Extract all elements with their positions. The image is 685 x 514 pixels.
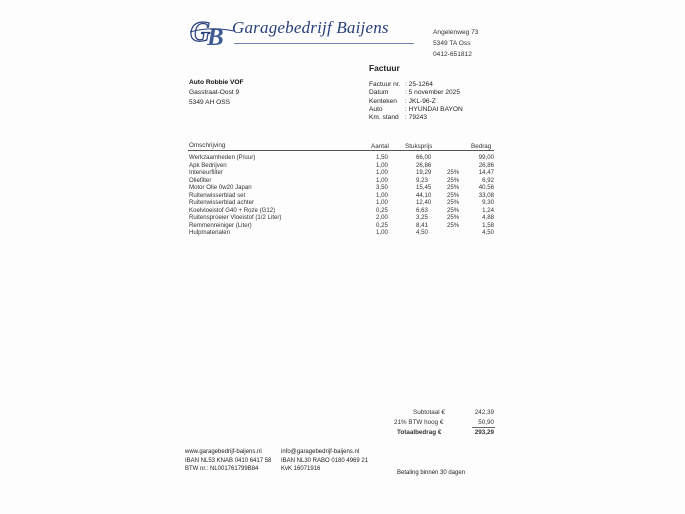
item-price: 19,29 [416, 169, 432, 176]
col-header-amount: Bedrag [471, 143, 492, 150]
invoice-date: : 5 november 2025 [405, 89, 460, 97]
item-amount: 40,56 [478, 184, 494, 191]
item-price: 3,25 [416, 214, 428, 221]
item-qty: 3,50 [376, 184, 388, 191]
item-vat: 25% [447, 221, 460, 229]
invoice-number: : 25-1264 [405, 81, 433, 88]
item-vat: 25% [447, 206, 460, 214]
item-amount: 33,08 [478, 191, 494, 199]
item-description: Remmenreiniger (Liter) [189, 221, 252, 229]
item-vat: 25% [447, 191, 460, 199]
item-qty: 1,00 [376, 229, 388, 236]
item-price: 6,63 [416, 206, 428, 214]
item-price: 8,41 [416, 221, 428, 229]
table-row [0, 184, 685, 192]
item-vat: 25% [447, 184, 460, 191]
item-vat: 25% [447, 214, 460, 221]
iban-knab: IBAN NL53 KNAB 0410 6417 58 [185, 458, 272, 464]
subtotal-label: Subtotaal € [413, 409, 445, 416]
vat-value: 50,90 [478, 419, 494, 426]
field-label: Km. stand [369, 114, 399, 122]
item-amount: 99,00 [478, 154, 494, 161]
website: www.garagebedrijf-baijens.nl [185, 449, 262, 455]
header-divider [188, 150, 494, 151]
total-label: Totaalbedrag € [397, 429, 442, 436]
item-price: 4,50 [416, 229, 428, 236]
item-description: Ruitensproeier Vloeistof (1/2 Liter) [189, 214, 282, 221]
vat-number: BTW nr.: NL001761799B84 [185, 466, 259, 472]
license-plate: : JKL-96-Z [405, 97, 436, 105]
item-qty: 1,50 [376, 154, 388, 161]
table-row [0, 154, 685, 162]
customer-city: 5349 AH OSS [189, 99, 231, 106]
table-row [0, 199, 685, 207]
table-row [0, 192, 685, 200]
item-price: 26,86 [416, 161, 432, 169]
item-price: 15,45 [416, 184, 432, 191]
item-description: Werkzaamheden (P/uur) [189, 154, 256, 161]
item-qty: 1,00 [376, 176, 388, 184]
item-description: Interieurfilter [189, 169, 223, 176]
col-header-description: Omschrijving [189, 142, 226, 149]
field-label: Factuur nr. [369, 81, 401, 88]
col-header-qty: Aantal [371, 143, 389, 150]
item-description: Apk Bedrijven [189, 161, 227, 169]
table-row [0, 214, 685, 222]
item-price: 9,23 [416, 176, 428, 184]
item-amount: 1,58 [482, 221, 494, 229]
item-price: 66,00 [416, 154, 432, 161]
table-row [0, 222, 685, 230]
customer-street: Gasstraat-Oost 9 [189, 89, 240, 96]
item-vat: 25% [447, 199, 460, 206]
customer-name: Auto Robbie VOF [189, 79, 244, 86]
kvk-number: KvK 16071916 [281, 466, 321, 472]
table-row [0, 162, 685, 170]
item-qty: 2,00 [376, 214, 388, 221]
customer-block [189, 79, 244, 107]
vat-label: 21% BTW hoog € [394, 419, 444, 426]
field-label: Kenteken [369, 97, 397, 105]
iban-rabo: IBAN NL30 RABO 0180 4969 21 [281, 458, 369, 464]
item-price: 44,10 [416, 191, 432, 199]
phone-number: 0412-651812 [433, 51, 472, 58]
item-qty: 1,00 [376, 199, 388, 206]
item-description: Koelvloeistof G40 + Roze (G12) [189, 206, 276, 214]
gb-monogram-icon [188, 14, 236, 48]
item-description: Ruitenwisserblad achter [189, 199, 255, 206]
logo-underline [234, 43, 414, 44]
item-vat: 25% [447, 169, 460, 176]
item-amount: 4,50 [482, 229, 494, 236]
item-amount: 1,24 [482, 206, 494, 214]
svg-text:B: B [207, 24, 224, 48]
address-line: 5349 TA Oss [433, 40, 471, 47]
item-description: Motor Olie 0w20 Japan [189, 184, 252, 191]
item-qty: 0,25 [376, 221, 388, 229]
subtotal-value: 242,39 [474, 409, 494, 416]
invoice-field-labels [369, 81, 401, 122]
col-header-price: Stuksprijs [405, 143, 433, 150]
invoice-field-values [405, 81, 463, 122]
item-description: Hulpmaterialen [189, 229, 230, 236]
item-amount: 9,30 [482, 199, 494, 206]
item-vat: 25% [447, 176, 460, 184]
payment-terms: Betaling binnen 30 dagen [397, 470, 466, 476]
company-logo [188, 14, 418, 48]
item-amount: 14,47 [478, 169, 494, 176]
svg-text:G: G [190, 17, 211, 48]
item-amount: 6,92 [482, 176, 494, 184]
company-name: Garagebedrijf Baijens [232, 18, 389, 37]
table-row [0, 169, 685, 177]
total-divider [472, 427, 495, 428]
email: info@garagebedrijf-baijens.nl [281, 449, 360, 455]
invoice-title: Factuur [369, 63, 400, 73]
mileage: : 79243 [405, 114, 427, 122]
address-line: Angelenweg 73 [433, 29, 479, 36]
item-qty: 0,25 [376, 206, 388, 214]
car-model: : HYUNDAI BAYON [405, 105, 463, 113]
item-amount: 4,88 [482, 214, 494, 221]
item-description: Oliefilter [189, 176, 212, 184]
total-value: 293,29 [474, 429, 494, 436]
field-label: Auto [369, 105, 383, 113]
item-amount: 26,86 [478, 161, 494, 169]
table-row [0, 229, 685, 237]
table-row [0, 177, 685, 185]
item-price: 12,40 [416, 199, 432, 206]
item-qty: 1,00 [376, 169, 388, 176]
field-label: Datum [369, 89, 389, 97]
item-description: Ruitenwisserblad set [189, 191, 246, 199]
table-row [0, 207, 685, 215]
company-address [433, 27, 478, 60]
item-qty: 1,00 [376, 191, 388, 199]
item-qty: 1,00 [376, 161, 388, 169]
